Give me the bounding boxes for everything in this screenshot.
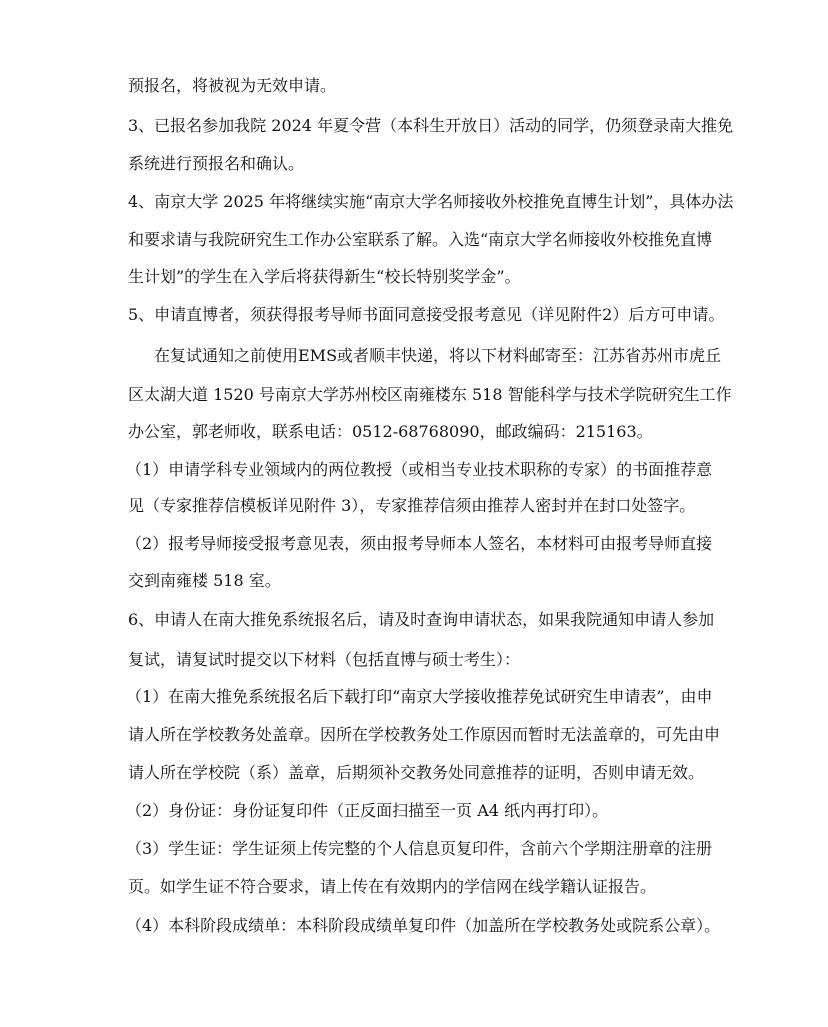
text-line: 生计划”的学生在入学后将获得新生“校长特别奖学金”。 [128, 267, 521, 286]
text-line: （4）本科阶段成绩单：本科阶段成绩单复印件（加盖所在学校教务处或院系公章）。 [126, 916, 721, 935]
text-line: 办公室，郭老师收，联系电话：0512-68768090，邮政编码：215163。 [128, 422, 653, 441]
text-line: 请人所在学校教务处盖章。因所在学校教务处工作原因而暂时无法盖章的，可先由申 [128, 725, 721, 744]
text-line: （2）身份证：身份证复印件（正反面扫描至一页 A4 纸内再打印）。 [126, 801, 609, 820]
text-line: （3）学生证：学生证须上传完整的个人信息页复印件，含前六个学期注册章的注册 [126, 839, 713, 858]
text-line: 区太湖大道 1520 号南京大学苏州校区南雍楼东 518 智能科学与技术学院研究生工作 [128, 385, 732, 404]
text-line: 预报名，将被视为无效申请。 [128, 76, 337, 95]
text-line: （1）在南大推免系统报名后下载打印“南京大学接收推荐免试研究生申请表”，由申 [126, 687, 713, 706]
text-line: 4、南京大学 2025 年将继续实施“南京大学名师接收外校推免直博生计划”，具体办法 [128, 192, 734, 211]
text-line: 3、已报名参加我院 2024 年夏令营（本科生开放日）活动的同学，仍须登录南大推免 [128, 116, 734, 135]
text-line: 页。如学生证不符合要求，请上传在有效期内的学信网在线学籍认证报告。 [128, 877, 657, 896]
text-line: 6、申请人在南大推免系统报名后，请及时查询申请状态，如果我院通知申请人参加 [128, 610, 715, 629]
text-line: 5、申请直博者，须获得报考导师书面同意接受报考意见（详见附件2）后方可申请。 [128, 305, 725, 324]
text-line: （1）申请学科专业领域内的两位教授（或相当专业技术职称的专家）的书面推荐意 [126, 460, 713, 479]
text-line: 在复试通知之前使用EMS或者顺丰快递，将以下材料邮寄至：江苏省苏州市虎丘 [154, 346, 722, 365]
text-line: （2）报考导师接受报考意见表，须由报考导师本人签名，本材料可由报考导师直接 [126, 534, 713, 553]
text-line: 请人所在学校院（系）盖章，后期须补交教务处同意推荐的证明，否则申请无效。 [128, 763, 705, 782]
text-line: 系统进行预报名和确认。 [128, 154, 305, 173]
text-line: 见（专家推荐信模板详见附件 3），专家推荐信须由推荐人密封并在封口处签字。 [128, 496, 696, 515]
text-line: 复试，请复试时提交以下材料（包括直博与硕士考生）： [128, 650, 521, 669]
text-line: 交到南雍楼 518 室。 [128, 571, 281, 590]
text-line: 和要求请与我院研究生工作办公室联系了解。入选“南京大学名师接收外校推免直博 [128, 230, 713, 249]
